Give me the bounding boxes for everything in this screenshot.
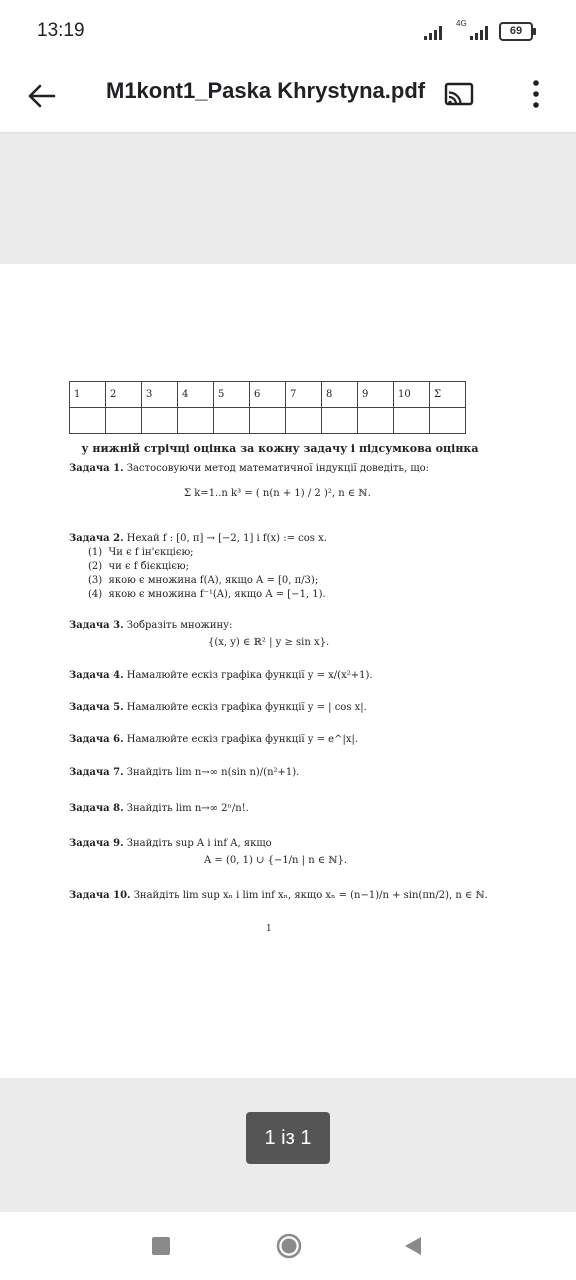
grade-cell: 3 [142, 382, 178, 408]
home-icon[interactable] [276, 1233, 302, 1259]
back-arrow-icon[interactable] [24, 78, 60, 114]
task2-item: (4) якою є множина f⁻¹(A), якщо A = [−1, 1). [88, 589, 326, 600]
table-caption: у нижній стрічці оцінка за кожну задачу і підсумкова оцінка [81, 442, 479, 455]
task-6 [69, 733, 358, 746]
task-text: Знайдіть lim n→∞ 2ⁿ/n!. [126, 803, 249, 814]
pdf-page [0, 264, 576, 1078]
task9-formula: A = (0, 1) ∪ {−1/n | n ∈ ℕ}. [204, 855, 348, 866]
task-label: Задача 10. [69, 890, 131, 901]
page-indicator: 1 із 1 [246, 1112, 330, 1164]
task-label: Задача 5. [69, 702, 124, 713]
task-2 [69, 532, 327, 545]
task-text: Зобразіть множину: [126, 620, 233, 631]
grade-cell: 10 [394, 382, 430, 408]
task-text: Знайдіть lim n→∞ n(sin n)/(n²+1). [126, 767, 300, 778]
task-3 [69, 619, 232, 632]
document-title: M1kont1_Paska Khrystyna.pdf [106, 78, 426, 103]
grade-cell: Σ [430, 382, 466, 408]
task2-item: (1) Чи є f ін'єкцією; [88, 547, 194, 558]
grade-cell: 1 [70, 382, 106, 408]
task-text: Знайдіть lim sup xₙ і lim inf xₙ, якщо xₙ = (n−1)/n + sin(πn/2), n ∈ ℕ. [133, 890, 488, 901]
status-time: 13:19 [37, 20, 85, 41]
task-label: Задача 6. [69, 734, 124, 745]
pdf-page-number: 1 [266, 924, 272, 934]
task-text: Нехай f : [0, π] → [−2, 1] і f(x) := cos x. [126, 533, 327, 544]
grade-cell: 4 [178, 382, 214, 408]
task-label: Задача 4. [69, 670, 124, 681]
task-7 [69, 766, 299, 779]
task2-item: (3) якою є множина f(A), якщо A = [0, π/3); [88, 575, 319, 586]
task-text: Намалюйте ескіз графіка функції y = e^|x|. [126, 734, 359, 745]
pdf-content [0, 264, 576, 1078]
grade-cell: 2 [106, 382, 142, 408]
status-bar [0, 0, 576, 64]
task-label: Задача 3. [69, 620, 124, 631]
network-type: 4G [456, 19, 467, 28]
back-triangle-icon[interactable] [402, 1235, 424, 1257]
battery-icon: 69 [499, 22, 533, 41]
grade-cell: 5 [214, 382, 250, 408]
grade-cell: 6 [250, 382, 286, 408]
task-9 [69, 837, 272, 850]
signal-icon [424, 26, 442, 40]
task-label: Задача 9. [69, 838, 124, 849]
task3-formula: {(x, y) ∈ ℝ² | y ≥ sin x}. [208, 637, 330, 648]
task-10 [69, 889, 488, 902]
task-8 [69, 802, 249, 815]
task-label: Задача 7. [69, 767, 124, 778]
grade-cell: 8 [322, 382, 358, 408]
cast-icon[interactable] [443, 78, 475, 110]
task-label: Задача 1. [69, 463, 124, 474]
task-label: Задача 8. [69, 803, 124, 814]
task-text: Застосовуючи метод математичної індукції доведіть, що: [126, 463, 430, 474]
grade-table [69, 381, 466, 434]
task-4 [69, 669, 373, 682]
task-label: Задача 2. [69, 533, 124, 544]
grade-table-header-row [70, 382, 466, 408]
task-text: Знайдіть sup A і inf A, якщо [126, 838, 272, 849]
grade-table-score-row [70, 408, 466, 434]
recents-icon[interactable] [152, 1237, 170, 1255]
task-1 [69, 462, 429, 475]
more-options-icon[interactable] [524, 76, 548, 112]
task-text: Намалюйте ескіз графіка функції y = | cos x|. [126, 702, 367, 713]
task-5 [69, 701, 367, 714]
grade-cell: 9 [358, 382, 394, 408]
task2-item: (2) чи є f бієкцією; [88, 561, 190, 572]
signal-icon-2 [470, 26, 488, 40]
app-toolbar [0, 64, 576, 132]
task1-formula: Σ k=1..n k³ = ( n(n + 1) / 2 )², n ∈ ℕ. [184, 488, 371, 499]
task-text: Намалюйте ескіз графіка функції y = x/(x²+1). [126, 670, 373, 681]
system-nav-bar [0, 1212, 576, 1280]
grade-cell: 7 [286, 382, 322, 408]
